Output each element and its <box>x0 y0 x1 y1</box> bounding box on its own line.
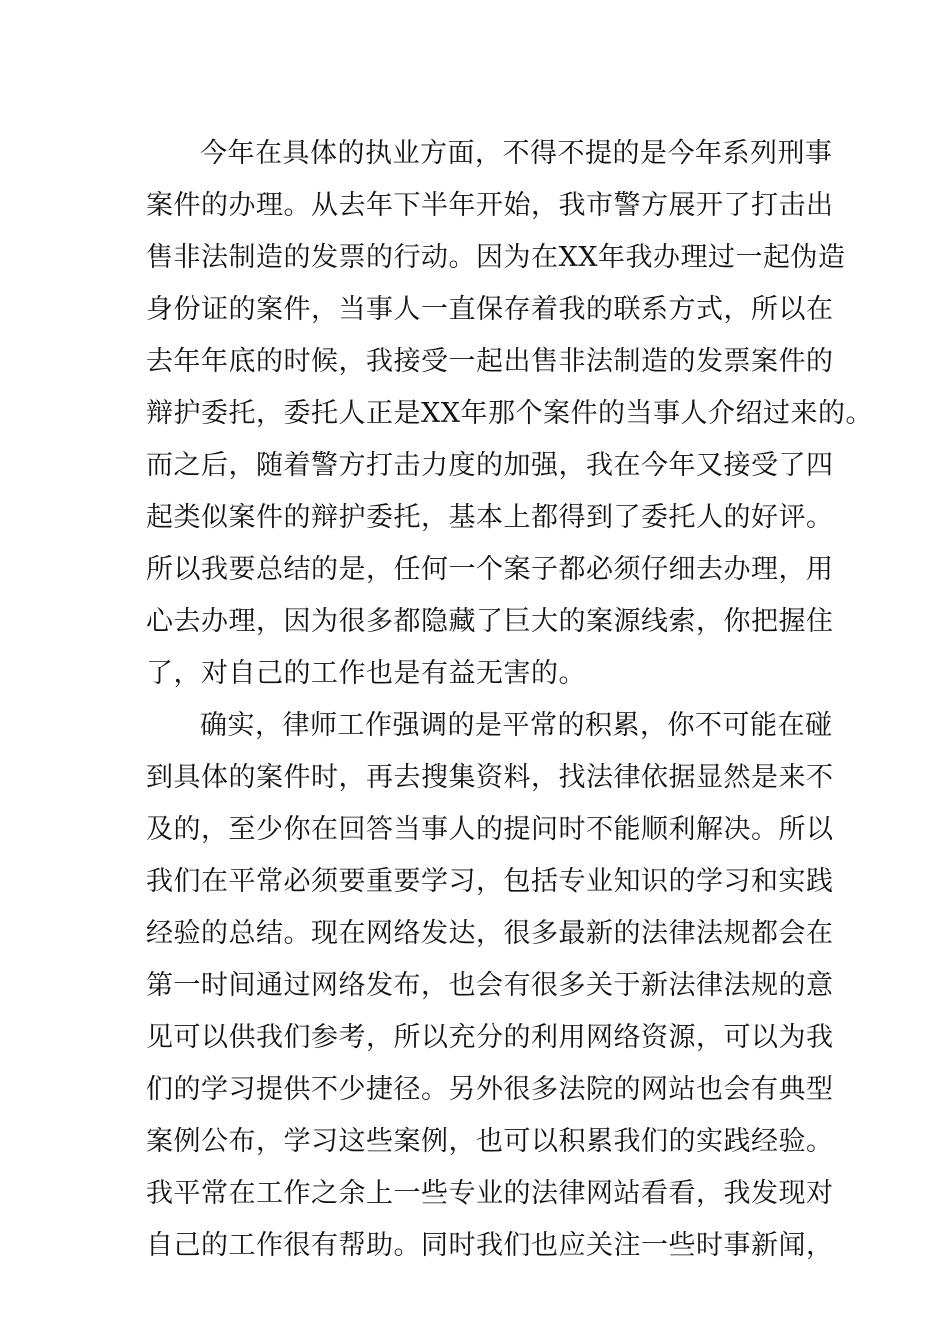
paragraph-1-line-6: 辩护委托，委托人正是XX年那个案件的当事人介绍过来的。 <box>146 398 873 429</box>
paragraph-2-line-1: 确实，律师工作强调的是平常的积累，你不可能在碰 <box>200 710 833 741</box>
paragraph-2-line-10: 我平常在工作之余上一些专业的法律网站看看，我发现对 <box>146 1178 834 1209</box>
paragraph-1-line-9: 所以我要总结的是，任何一个案子都必须仔细去办理，用 <box>146 554 834 585</box>
paragraph-1-line-10: 心去办理，因为很多都隐藏了巨大的案源线索，你把握住 <box>146 606 834 637</box>
body-text <box>146 128 873 1272</box>
paragraph-2-line-7: 见可以供我们参考，所以充分的利用网络资源，可以为我 <box>146 1022 834 1053</box>
paragraph-2-line-2: 到具体的案件时，再去搜集资料，找法律依据显然是来不 <box>146 762 834 793</box>
paragraph-2-line-3: 及的，至少你在回答当事人的提问时不能顺利解决。所以 <box>146 814 834 845</box>
paragraph-1-line-3: 售非法制造的发票的行动。因为在XX年我办理过一起伪造 <box>146 242 846 273</box>
paragraph-1-line-1: 今年在具体的执业方面，不得不提的是今年系列刑事 <box>200 138 833 169</box>
paragraph-1-line-2: 案件的办理。从去年下半年开始，我市警方展开了打击出 <box>146 190 834 221</box>
paragraph-2-line-11: 自己的工作很有帮助。同时我们也应关注一些时事新闻， <box>146 1230 834 1261</box>
paragraph-2-line-8: 们的学习提供不少捷径。另外很多法院的网站也会有典型 <box>146 1074 834 1105</box>
paragraph-2-line-4: 我们在平常必须要重要学习，包括专业知识的学习和实践 <box>146 866 834 897</box>
paragraph-1-line-7: 而之后，随着警方打击力度的加强，我在今年又接受了四 <box>146 450 834 481</box>
paragraph-1-line-8: 起类似案件的辩护委托，基本上都得到了委托人的好评。 <box>146 502 834 533</box>
paragraph-1-line-11: 了，对自己的工作也是有益无害的。 <box>146 658 586 689</box>
paragraph-2-line-6: 第一时间通过网络发布，也会有很多关于新法律法规的意 <box>146 970 834 1001</box>
paragraph-2-line-9: 案例公布，学习这些案例，也可以积累我们的实践经验。 <box>146 1126 834 1157</box>
paragraph-1-line-5: 去年年底的时候，我接受一起出售非法制造的发票案件的 <box>146 346 834 377</box>
paragraph-2-line-5: 经验的总结。现在网络发达，很多最新的法律法规都会在 <box>146 918 834 949</box>
paragraph-1-line-4: 身份证的案件，当事人一直保存着我的联系方式，所以在 <box>146 294 834 325</box>
